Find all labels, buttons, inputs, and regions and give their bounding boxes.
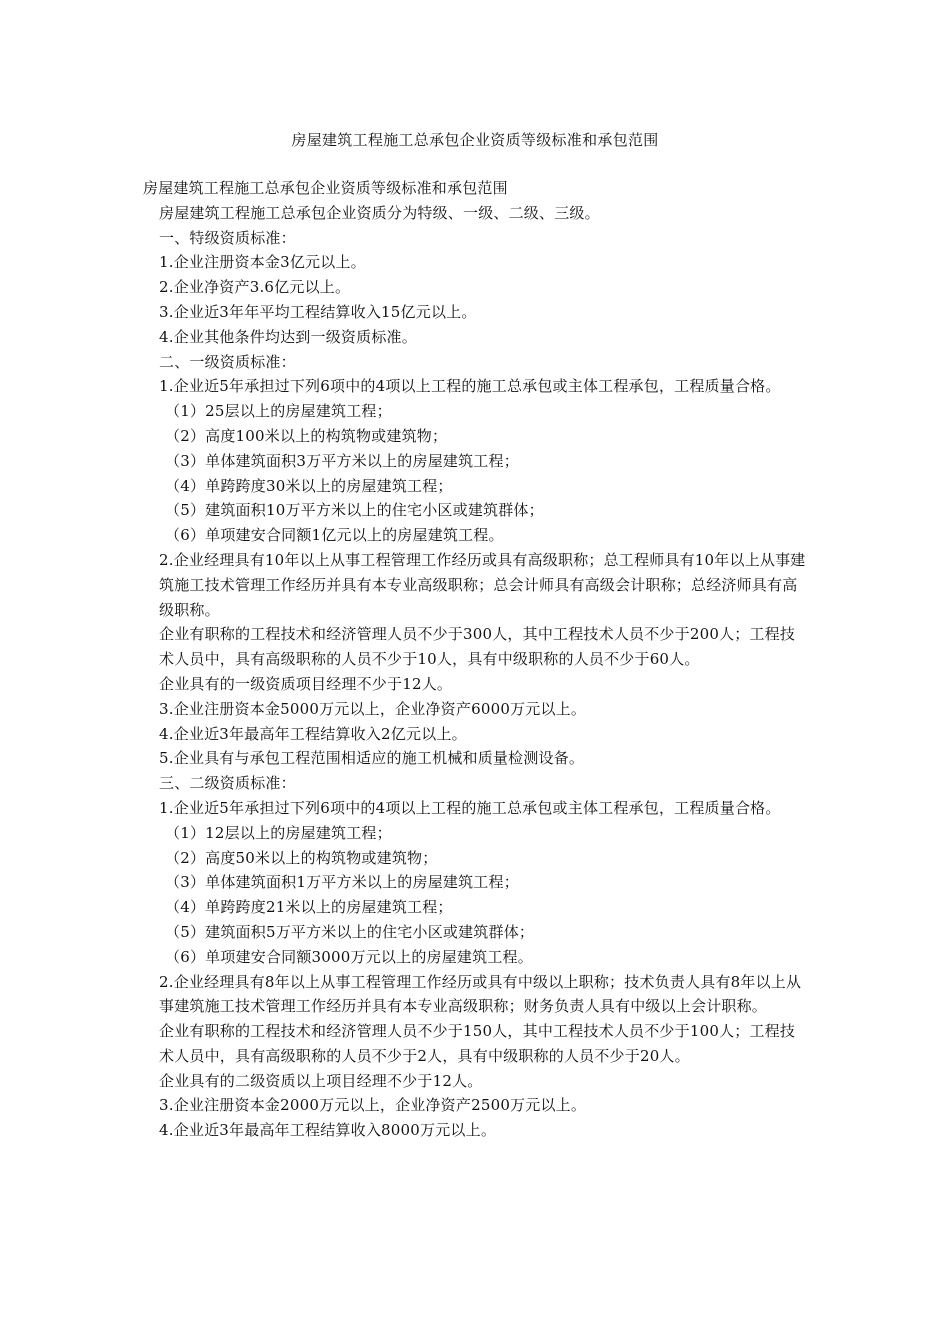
paragraph-line: （1）12层以上的房屋建筑工程； <box>165 823 392 842</box>
document-body <box>143 176 807 1143</box>
paragraph-line: 一、特级资质标准： <box>159 228 296 247</box>
paragraph-line: 房屋建筑工程施工总承包企业资质等级标准和承包范围 <box>143 179 508 197</box>
paragraph-line: 1.企业注册资本金3亿元以上。 <box>159 253 366 272</box>
paragraph-line: 房屋建筑工程施工总承包企业资质分为特级、一级、二级、三级。 <box>159 203 600 222</box>
paragraph-line: （1）25层以上的房屋建筑工程； <box>165 402 392 421</box>
paragraph-line: 1.企业近5年承担过下列6项中的4项以上工程的施工总承包或主体工程承包，工程质量合格。 <box>159 377 781 396</box>
paragraph-line: （2）高度100米以上的构筑物或建筑物； <box>165 426 448 445</box>
paragraph-line: 3.企业注册资本金5000万元以上，企业净资产6000万元以上。 <box>159 699 587 718</box>
paragraph-line: 4.企业近3年最高年工程结算收入8000万元以上。 <box>159 1121 497 1140</box>
paragraph-line: 企业有职称的工程技术和经济管理人员不少于300人，其中工程技术人员不少于200人；工程技术人员中，具有高级职称的人员不少于10人，具有中级职称的人员不少于60人。 <box>159 625 796 669</box>
paragraph-line: 1.企业近5年承担过下列6项中的4项以上工程的施工总承包或主体工程承包，工程质量合格。 <box>159 798 781 817</box>
paragraph-line: （5）建筑面积10万平方米以上的住宅小区或建筑群体； <box>165 501 544 520</box>
paragraph-line: 企业具有的一级资质项目经理不少于12人。 <box>159 674 453 693</box>
paragraph-line: （3）单体建筑面积1万平方米以上的房屋建筑工程； <box>165 873 519 892</box>
paragraph-line: 三、二级资质标准： <box>159 774 296 793</box>
paragraph-line: （6）单项建安合同额1亿元以上的房屋建筑工程。 <box>165 526 504 545</box>
paragraph-line: 4.企业其他条件均达到一级资质标准。 <box>159 327 417 346</box>
paragraph-line: （3）单体建筑面积3万平方米以上的房屋建筑工程； <box>165 451 519 470</box>
paragraph-line: 2.企业经理具有8年以上从事工程管理工作经历或具有中级以上职称；技术负责人具有8年以上从事建筑施工技术管理工作经历并具有本专业高级职称；财务负责人具有中级以上会计职称。 <box>159 972 802 1016</box>
paragraph-line: （5）建筑面积5万平方米以上的住宅小区或建筑群体； <box>165 922 535 941</box>
paragraph-line: 3.企业近3年年平均工程结算收入15亿元以上。 <box>159 302 477 321</box>
paragraph-line: 5.企业具有与承包工程范围相适应的施工机械和质量检测设备。 <box>159 749 585 768</box>
paragraph-line: （6）单项建安合同额3000万元以上的房屋建筑工程。 <box>165 947 533 966</box>
paragraph-line: 二、一级资质标准： <box>159 352 296 371</box>
paragraph-line: 2.企业经理具有10年以上从事工程管理工作经历或具有高级职称；总工程师具有10年以上从事建筑施工技术管理工作经历并具有本专业高级职称；总会计师具有高级会计职称；总经济师具有高级职称。 <box>159 550 806 619</box>
paragraph-line: 4.企业近3年最高年工程结算收入2亿元以上。 <box>159 724 467 743</box>
paragraph-line: 企业有职称的工程技术和经济管理人员不少于150人，其中工程技术人员不少于100人；工程技术人员中，具有高级职称的人员不少于2人，具有中级职称的人员不少于20人。 <box>159 1022 796 1065</box>
document-title: 房屋建筑工程施工总承包企业资质等级标准和承包范围 <box>291 131 659 149</box>
paragraph-line: 2.企业净资产3.6亿元以上。 <box>159 278 351 297</box>
paragraph-line: 3.企业注册资本金2000万元以上，企业净资产2500万元以上。 <box>159 1096 587 1115</box>
paragraph-line: （2）高度50米以上的构筑物或建筑物； <box>165 848 438 867</box>
paragraph-line: 企业具有的二级资质以上项目经理不少于12人。 <box>159 1071 483 1090</box>
paragraph-line: （4）单跨跨度30米以上的房屋建筑工程； <box>165 476 453 495</box>
paragraph-line: （4）单跨跨度21米以上的房屋建筑工程； <box>165 898 453 917</box>
